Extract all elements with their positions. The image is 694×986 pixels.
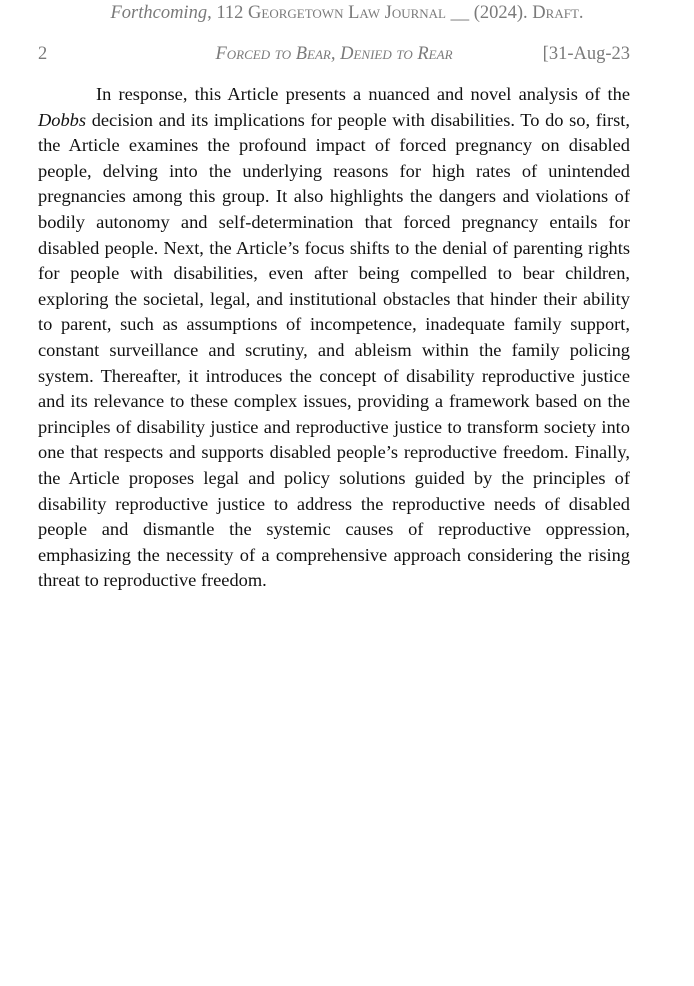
forthcoming-label: Forthcoming [110,3,208,23]
case-name: Dobbs [38,109,87,130]
journal-citation: , 112 Georgetown Law Journal __ (2024). Draft. [207,3,584,23]
body-paragraph [38,82,630,594]
draft-date: [31-Aug-23 [542,44,630,64]
page-number: 2 [38,44,48,64]
short-title: Forced to Bear, Denied to Rear [215,44,453,64]
forthcoming-notice [0,0,694,26]
paragraph-rest: decision and its implications for people with disabilities. To do so, first, the Article examines the profound impact of forced pregnancy on disabled people, delving into the underlying reasons for high rates of unintended pregnancies among this group. It also highlights the dangers and violations of bodily autonomy and self-determination that forced pregnancy entails for disabled people. Next, the Article’s focus shifts to the denial of parenting rights for people with disabilities, even after being compelled to bear children, exploring the societal, legal, and institutional obstacles that hinder their ability to parent, such as assumptions of incompetence, inadequate family support, constant surveillance and scrutiny, and ableism within the family policing system. Thereafter, it introduces the concept of disability reproductive justice and its relevance to these complex issues, providing a framework based on the principles of disability justice and reproductive justice to transform society into one that respects and supports disabled people’s reproductive freedom. Finally, the Article proposes legal and policy solutions guided by the principles of disability reproductive justice to address the reproductive needs of disabled people and dismantle the systemic causes of reproductive oppression, emphasizing the necessity of a comprehensive approach considering the rising threat to reproductive freedom. [38,109,630,591]
paragraph-lead: In response, this Article presents a nuanced and novel analysis of the [96,84,630,104]
running-head [38,41,630,67]
